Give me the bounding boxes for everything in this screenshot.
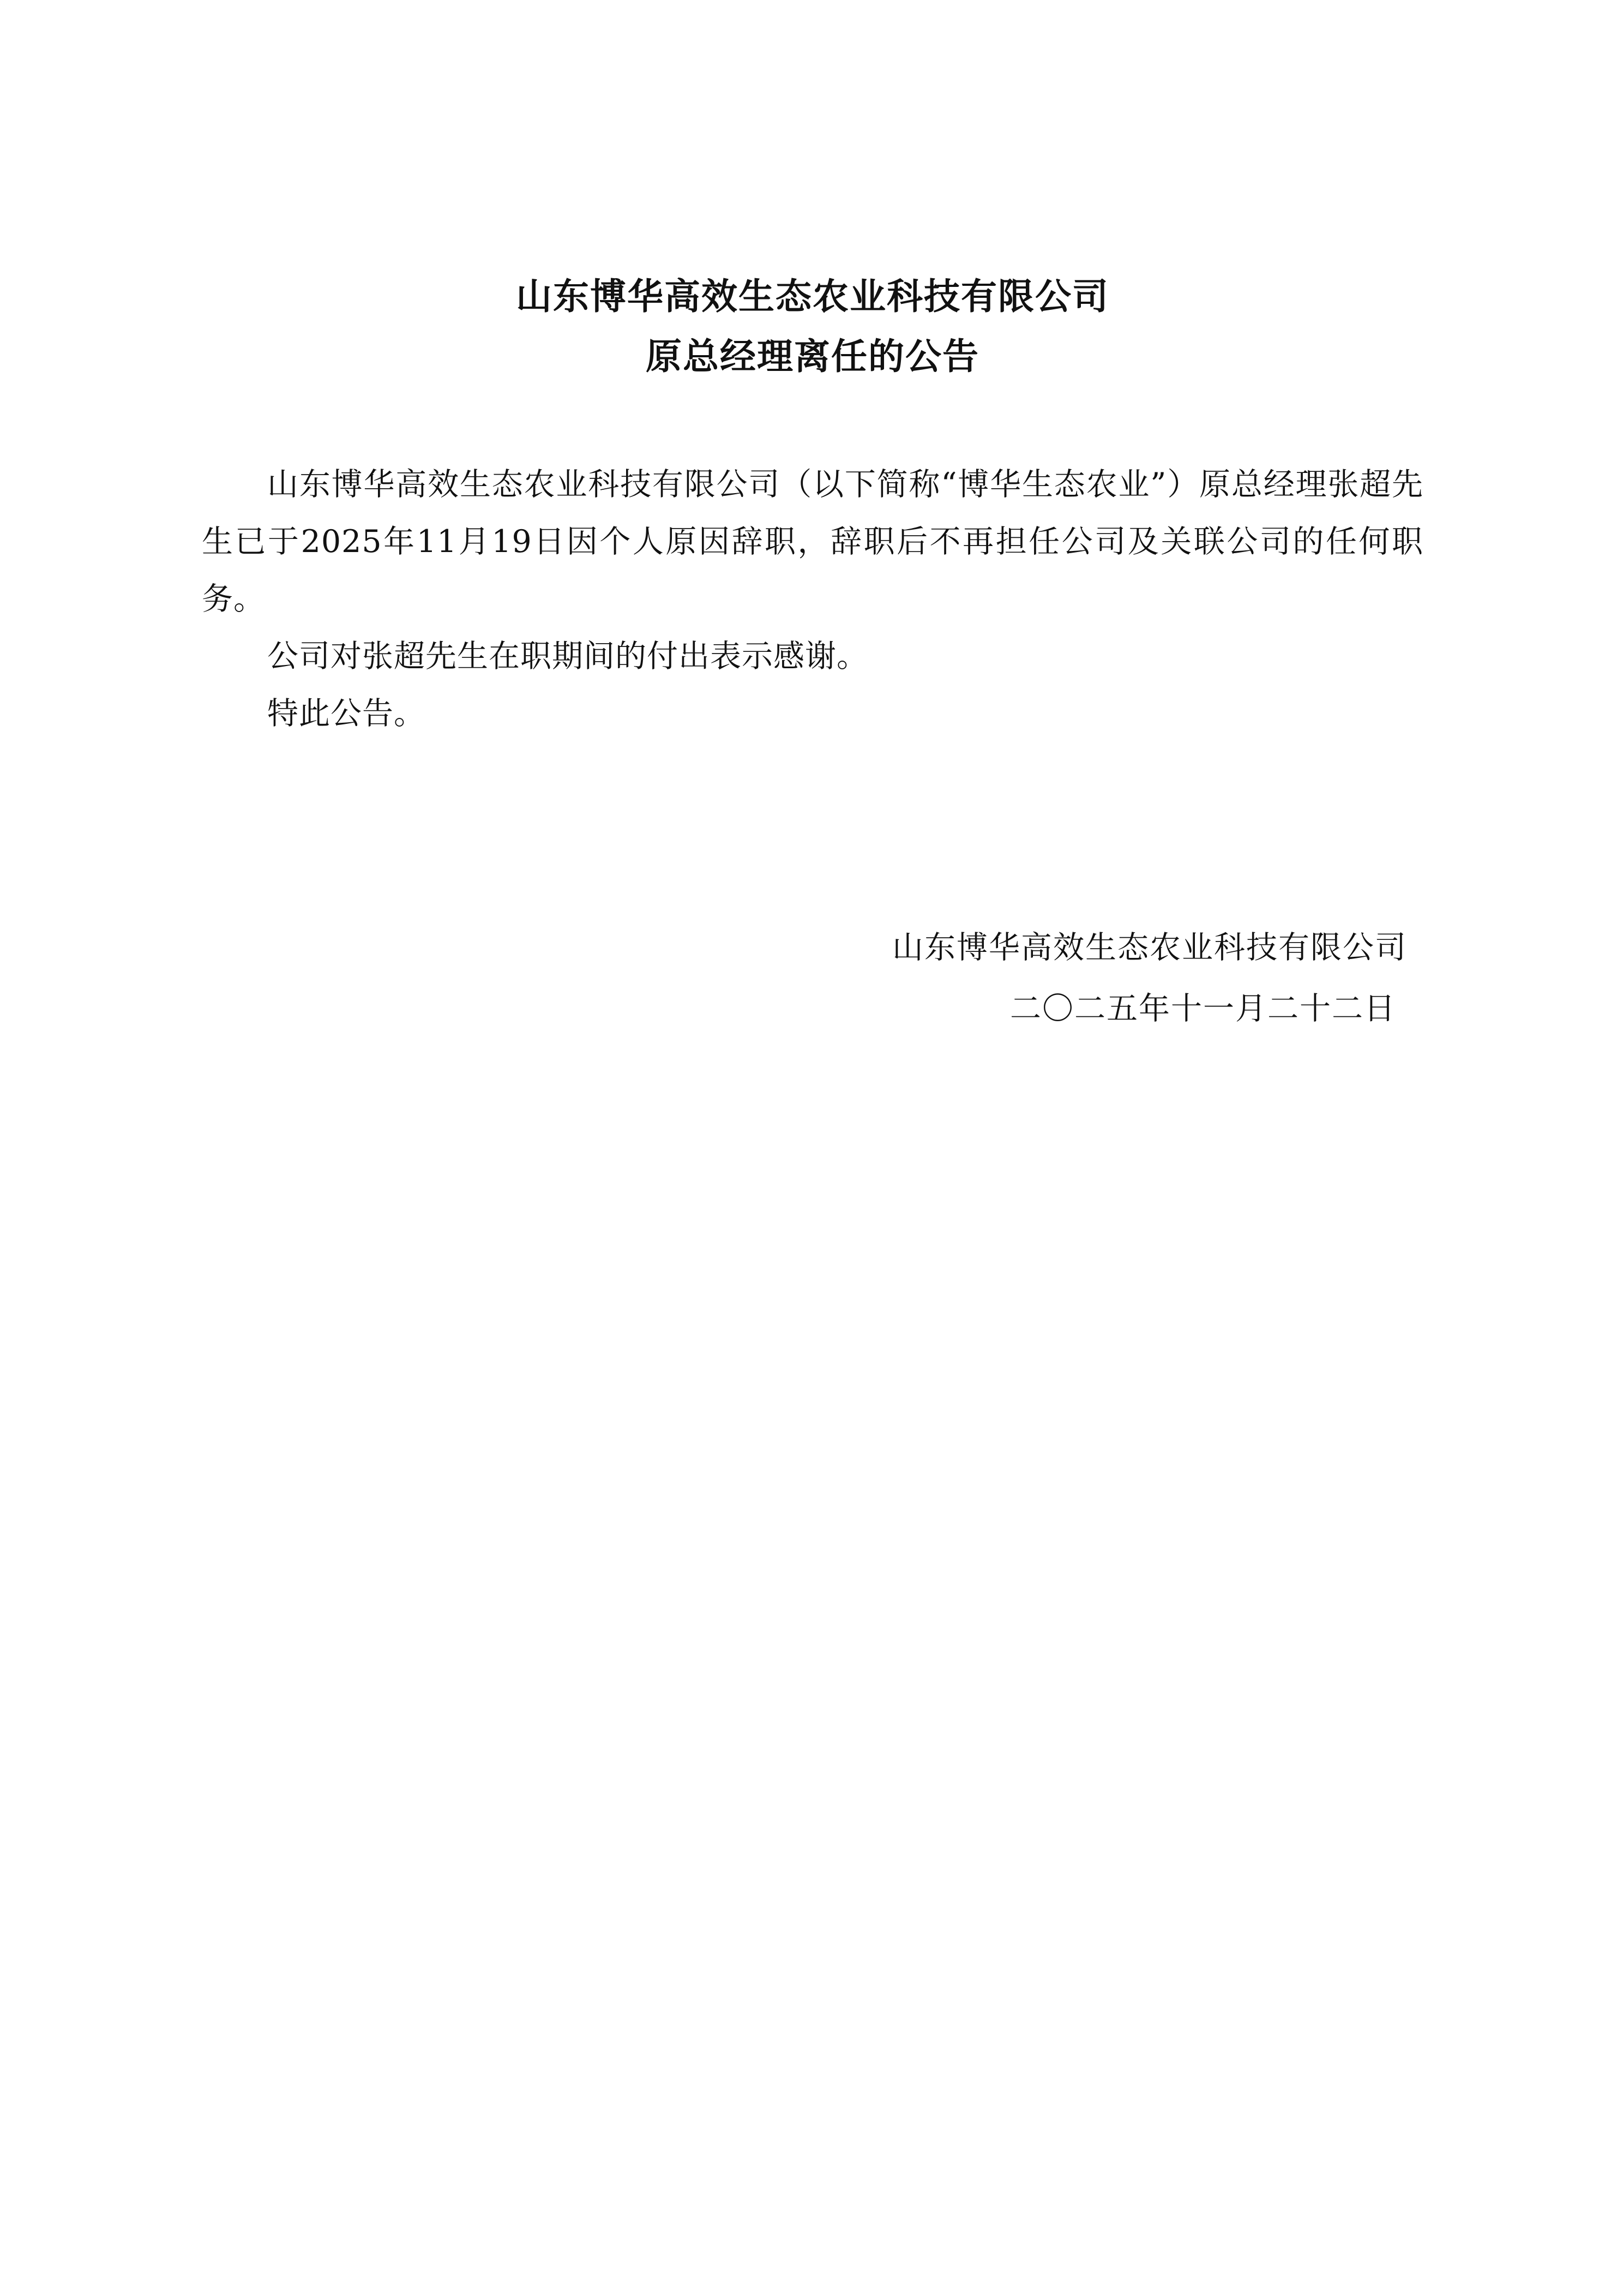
signature-date: 二〇二五年十一月二十二日 [1010,991,1396,1027]
page-title-line-2: 原总经理离任的公告 [646,335,979,377]
document-content [202,275,1423,1039]
body-paragraph-1: 山东博华高效生态农业科技有限公司（以下简称“博华生态农业”）原总经理张超先生已于2025年11月19日因个人原因辞职，辞职后不再担任公司及关联公司的任何职务。 [202,466,1423,617]
page-title [202,275,1423,377]
document-body [202,456,1423,742]
body-paragraph-2: 公司对张超先生在职期间的付出表示感谢。 [267,638,868,674]
page-title-line-1: 山东博华高效生态农业科技有限公司 [516,275,1109,317]
signature-block [202,917,1423,1039]
signature-company: 山东博华高效生态农业科技有限公司 [892,930,1407,966]
body-paragraph-3: 特此公告。 [267,696,425,732]
